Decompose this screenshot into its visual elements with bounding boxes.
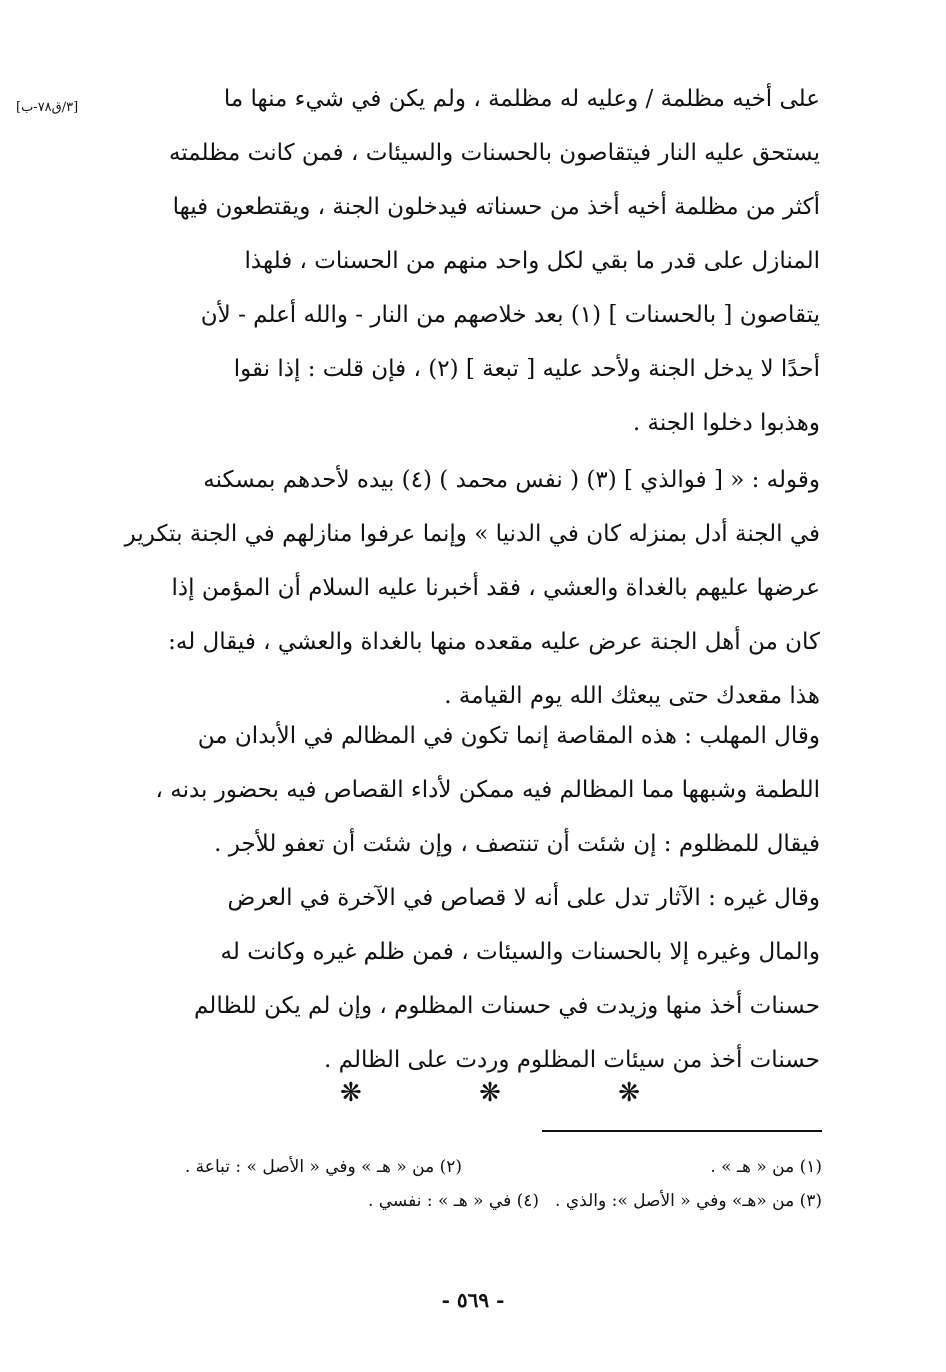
text-line: حسنات أخذ منها وزيدت في حسنات المظلوم ، وإن لم يكن للظالم: [194, 993, 820, 1019]
footnote-4: (٤) في « هـ » : نفسي .: [367, 1191, 540, 1211]
text-line: فيقال للمظلوم : إن شئت أن تنتصف ، وإن شئت أن تعفو للأجر .: [214, 831, 820, 857]
section-separator: [340, 1078, 640, 1108]
text-line: كان من أهل الجنة عرض عليه مقعده منها بالغداة والعشي ، فيقال له:: [168, 629, 820, 655]
text-line: اللطمة وشبهها مما المظالم فيه ممكن لأداء القصاص فيه بحضور بدنه ،: [155, 777, 820, 803]
footnote-3: (٣) من «هـ» وفي « الأصل »: والذي .: [555, 1191, 822, 1211]
text-line: وقال غيره : الآثار تدل على أنه لا قصاص في الآخرة في العرض: [227, 885, 820, 911]
text-line: في الجنة أدل بمنزله كان في الدنيا » وإنما عرفوا منازلهم في الجنة بتكرير: [124, 521, 820, 547]
text-line: هذا مقعدك حتى يبعثك الله يوم القيامة .: [444, 683, 820, 709]
text-line: أكثر من مظلمة أخيه أخذ من حسناته فيدخلون الجنة ، ويقتطعون فيها: [172, 194, 820, 220]
text-line: يتقاصون [ بالحسنات ] (١) بعد خلاصهم من النار - والله أعلم - لأن: [200, 302, 820, 328]
text-line: والمال وغيره إلا بالحسنات والسيئات ، فمن ظلم غيره وكانت له: [220, 939, 820, 965]
page-number: - ٥٦٩ -: [441, 1288, 505, 1312]
footnote-1: (١) من « هـ » .: [710, 1157, 822, 1177]
asterism-ornament-icon: ❋: [479, 1078, 501, 1108]
text-line: عرضها عليهم بالغداة والعشي ، فقد أخبرنا عليه السلام أن المؤمن إذا: [171, 575, 820, 601]
footnote-row: [130, 1150, 822, 1184]
footnote-2: (٢) من « هـ » وفي « الأصل » : تباعة .: [184, 1157, 462, 1177]
text-line: المنازل على قدر ما بقي لكل واحد منهم من الحسنات ، فلهذا: [244, 248, 820, 274]
paragraph-3: [128, 709, 820, 1087]
text-line: على أخيه مظلمة / وعليه له مظلمة ، ولم يكن في شيء منها ما: [223, 86, 820, 112]
paragraph-2: [124, 453, 820, 723]
footnote-divider: [542, 1130, 822, 1132]
text-line: وقال المهلب : هذه المقاصة إنما تكون في المظالم في الأبدان من: [197, 723, 820, 749]
footnote-row: [130, 1184, 822, 1218]
text-line: وقوله : « [ فوالذي ] (٣) ( نفس محمد ) (٤) بيده لأحدهم بمسكنه: [203, 467, 820, 493]
text-line: حسنات أخذ من سيئات المظلوم وردت على الظالم .: [324, 1047, 820, 1073]
paragraph-1: [128, 72, 820, 450]
asterism-ornament-icon: ❋: [340, 1078, 362, 1108]
text-line: وهذبوا دخلوا الجنة .: [632, 410, 820, 436]
footnotes: [130, 1150, 822, 1218]
text-line: يستحق عليه النار فيتقاصون بالحسنات والسيئات ، فمن كانت مظلمته: [168, 140, 820, 166]
text-line: أحدًا لا يدخل الجنة ولأحد عليه [ تبعة ] (٢) ، فإن قلت : إذا نقوا: [233, 356, 820, 382]
manuscript-folio-note: [٣/ق٧٨-ب]: [16, 100, 79, 115]
asterism-ornament-icon: ❋: [618, 1078, 640, 1108]
